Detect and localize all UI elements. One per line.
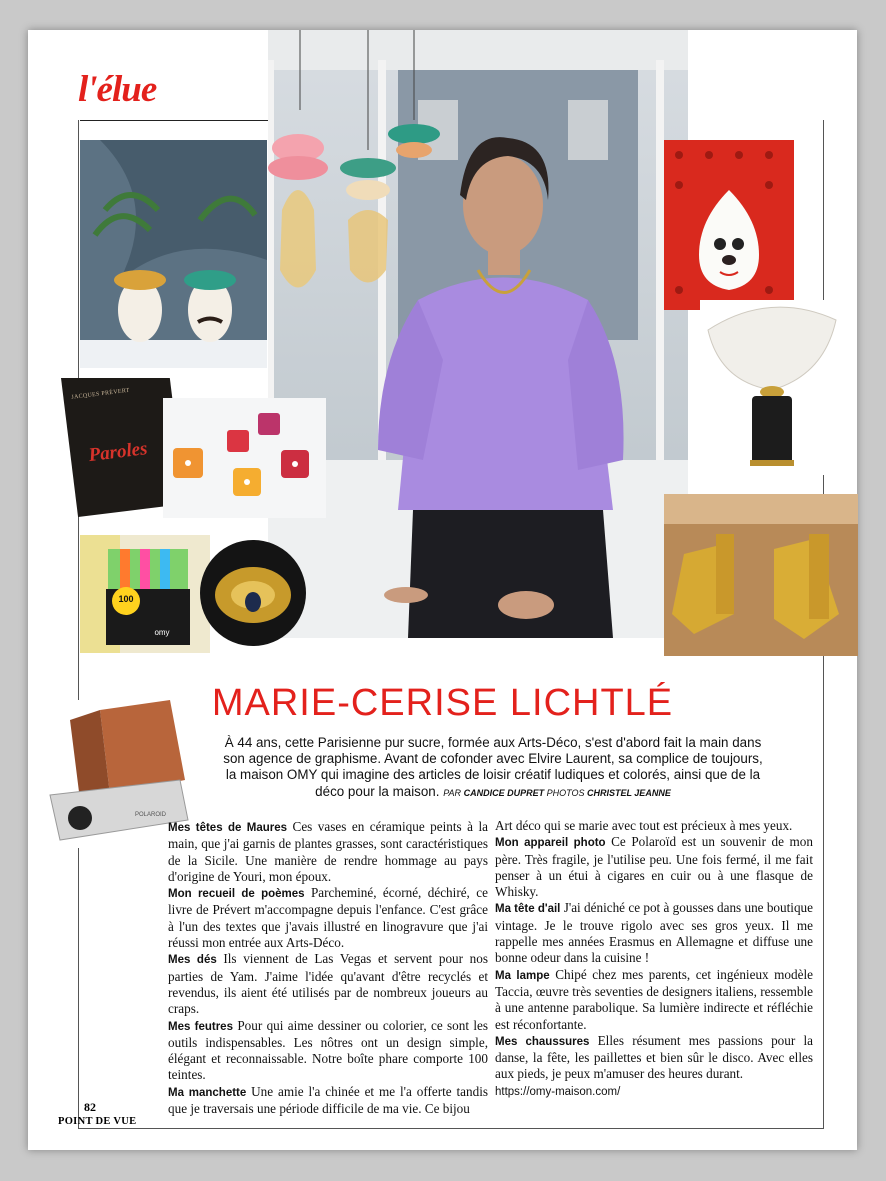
portrait-photo: [268, 30, 688, 638]
page-number: 82: [84, 1100, 96, 1114]
item-paragraph: Mes chaussures Elles résument mes passions pour la danse, la fête, les paillettes et bien sûr le disco. Avec elles aux pieds, je peux m'amuser des heures durant.: [495, 1032, 813, 1082]
item-paragraph: Mon recueil de poèmes Parcheminé, écorné, déchiré, ce livre de Prévert m'accompagne depuis l'enfance. C'est grâce à l'un des textes que j'avais illustré en linogravure que j'ai réussi mon entrée aux Arts-Déco.: [168, 885, 488, 951]
headline: MARIE-CERISE LICHTLÉ: [211, 682, 674, 724]
column-right: [495, 818, 813, 1100]
website-link[interactable]: https://omy-maison.com/: [495, 1085, 621, 1098]
lamp-photo: [700, 300, 842, 475]
item-paragraph: Mes têtes de Maures Ces vases en céramique peints à la main, que j'ai garnis de plantes grasses, sont caractéristiques de la Sicile. Une manière de rendre hommage au pays d'origine de Youri, mon époux.: [168, 819, 488, 884]
magazine-page: [28, 30, 857, 1150]
dice-photo: [163, 398, 326, 518]
camera-label: POLAROID: [135, 812, 167, 818]
byline: PAR CANDICE DUPRET PHOTOS CHRISTEL JEANNE: [443, 787, 671, 798]
item-paragraph: Art déco qui se marie avec tout est précieux à mes yeux.: [495, 818, 793, 833]
item-paragraph: Ma lampe Chipé chez mes parents, cet ingénieux modèle Taccia, œuvre très seventies de designers italiens, ressemble à une antenne parabolique. Sa lumière indirecte et réfléchie est réconfortante.: [495, 966, 813, 1032]
item-paragraph: Mes dés Ils viennent de Las Vegas et servent pour nos parties de Yam. J'aime l'idée qu'avant d'être recyclés et revendus, ils aient été utilisés par de nombreux joueurs au craps.: [168, 951, 488, 1017]
item-paragraph: Mes feutres Pour qui aime dessiner ou colorier, ce sont les outils indispensables. Les nôtres ont un design simple, élégant et reconnaissable. Notre boîte phare comporte 100 teintes.: [168, 1017, 488, 1083]
intro-paragraph: [223, 735, 763, 801]
magazine-name: POINT DE VUE: [58, 1116, 137, 1127]
shoes-photo: [664, 494, 858, 656]
website-link-line: [495, 1083, 813, 1100]
book-author: JACQUES PRÉVERT: [71, 387, 131, 401]
intro-text: À 44 ans, cette Parisienne pur sucre, formée aux Arts-Déco, s'est d'abord fait la main dans son agence de graphisme. Avant de cofonder avec Elvire Laurent, sa complice de toujours, la maison OMY qui imagine des articles de loisir créatif ludiques et colorés, ainsi que de la déco pour la maison.: [223, 735, 763, 799]
column-left: [168, 819, 488, 1117]
box-brand: omy: [154, 628, 170, 637]
markers-photo: [80, 535, 210, 653]
item-paragraph: Mon appareil photo Ce Polaroïd est un souvenir de mon père. Très fragile, je l'utilise peu. Une fois fermé, il me fait penser à un étui à cigares en cuir ou à une flasque de Whisky.: [495, 834, 813, 900]
garlic-pot-photo: [664, 140, 794, 310]
item-paragraph: Ma manchette Une amie l'a chinée et me l'a offerte tandis que je traversais une période difficile de ma vie. Ce bijou: [168, 1083, 489, 1117]
section-title: l'élue: [78, 69, 157, 110]
box-count: 100: [118, 594, 134, 604]
cuff-photo: [200, 540, 306, 646]
vases-photo: [80, 140, 267, 368]
book-title: Paroles: [87, 438, 149, 467]
item-paragraph: Ma tête d'ail J'ai déniché ce pot à gousses dans une boutique vintage. Je le trouve rigolo avec ses gros yeux. Il me rappelle mes années Erasmus en Allemagne et diffuse une bonne odeur dans la cuisine !: [495, 900, 813, 966]
